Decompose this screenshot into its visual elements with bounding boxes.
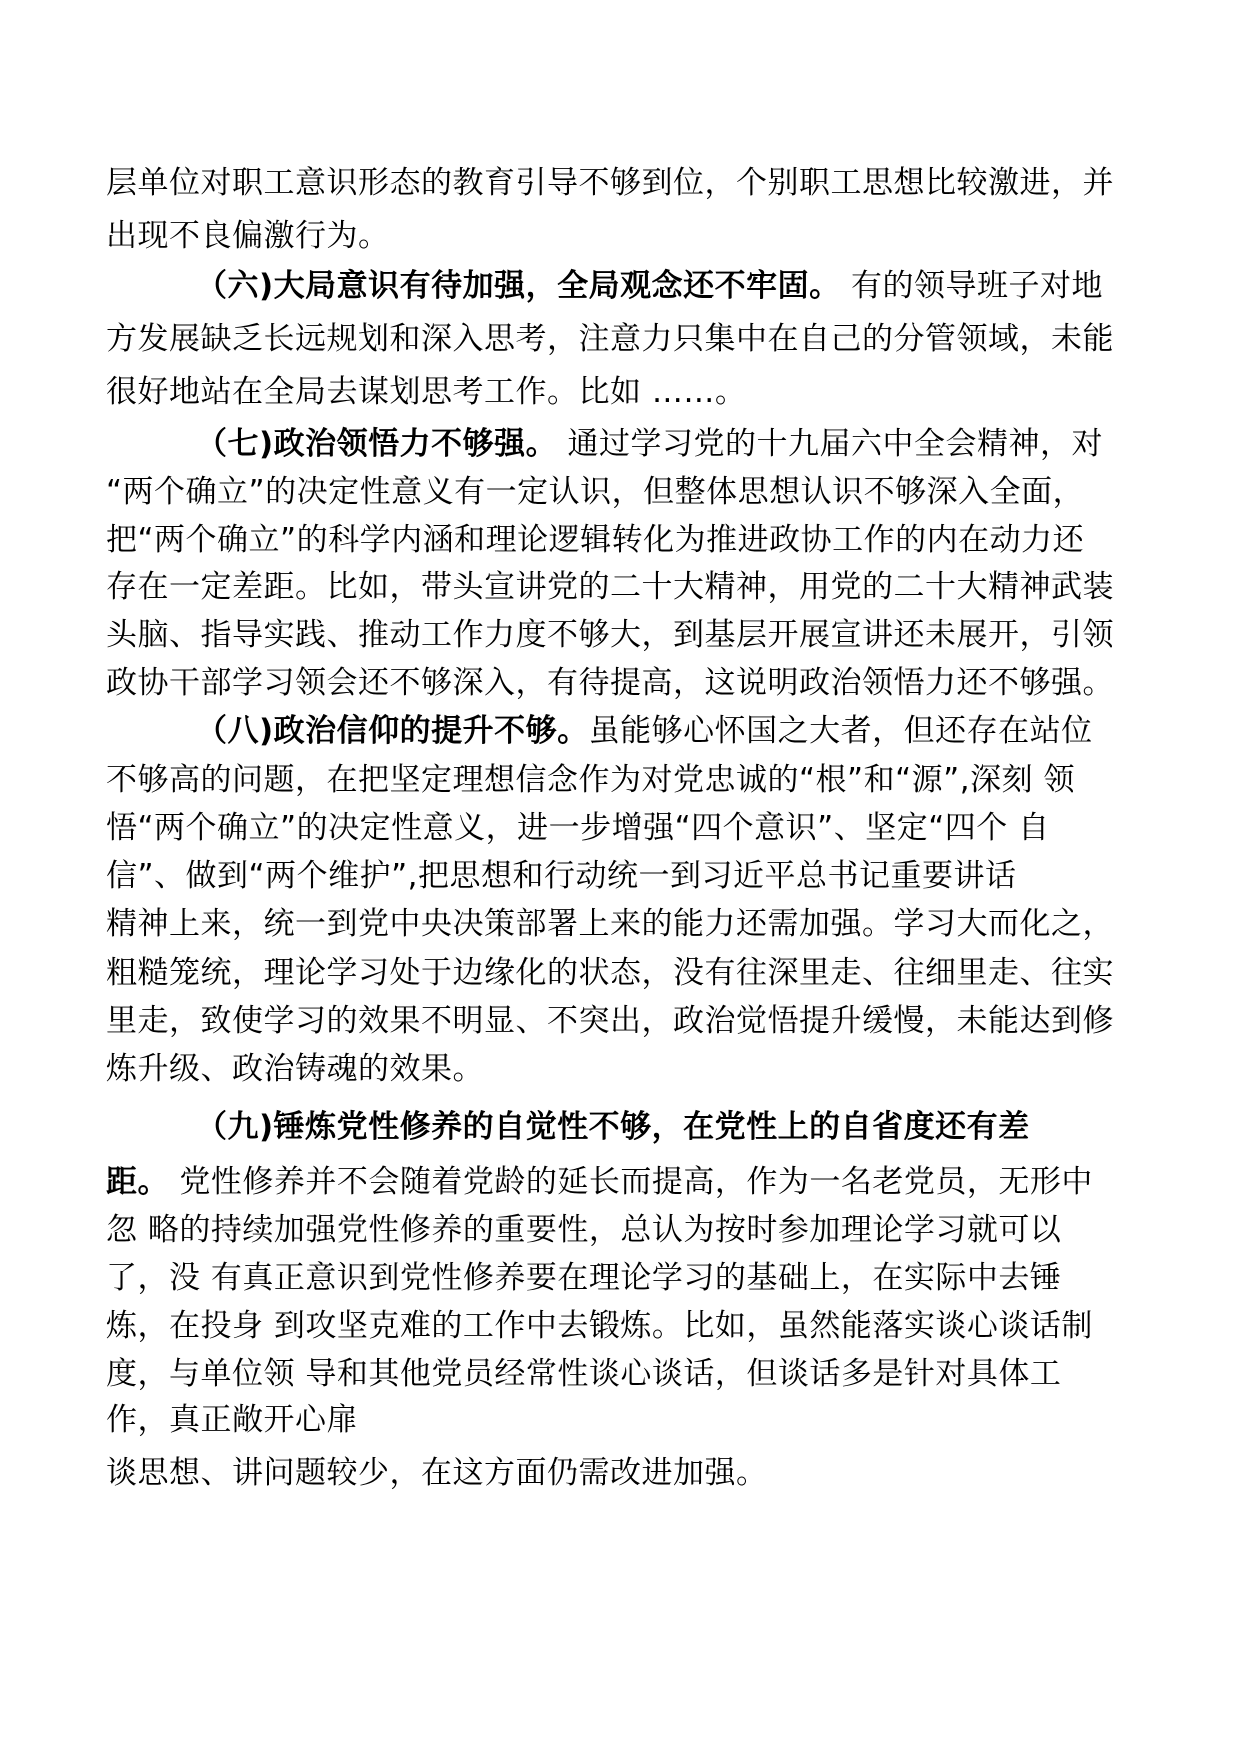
section-heading-line bbox=[196, 266, 1103, 306]
text-line bbox=[106, 1210, 1061, 1250]
text-line bbox=[106, 663, 1114, 703]
text-line bbox=[106, 520, 1084, 560]
text-line bbox=[106, 372, 746, 412]
section-heading-line bbox=[196, 424, 1103, 464]
line-text: 度，与单位领 导和其他党员经常性谈心谈话，但谈话多是针对具体工 bbox=[106, 1356, 1062, 1392]
line-text: 有的领导班子对地 bbox=[840, 268, 1104, 304]
section-heading: （八)政治信仰的提升不够。 bbox=[196, 713, 589, 749]
text-line bbox=[106, 163, 1114, 203]
text-line bbox=[106, 904, 1114, 944]
text-line bbox=[106, 1258, 1061, 1298]
text-line bbox=[106, 216, 390, 256]
line-text: 很好地站在全局去谋划思考工作。比如 ……。 bbox=[106, 374, 747, 410]
text-line bbox=[106, 1354, 1061, 1394]
line-text: 精神上来，统一到党中央决策部署上来的能力还需加强。学习大而化之， bbox=[106, 906, 1114, 942]
line-text: 悟“两个确立”的决定性意义，进一步增强“四个意识”、坚定“四个 自 bbox=[106, 810, 1050, 846]
line-text: 把“两个确立”的科学内涵和理论逻辑转化为推进政协工作的内在动力还 bbox=[106, 522, 1085, 558]
line-text: 了，没 有真正意识到党性修养要在理论学习的基础上，在实际中去锤 bbox=[106, 1260, 1062, 1296]
text-line bbox=[106, 1306, 1093, 1346]
line-text: 谈思想、讲问题较少，在这方面仍需改进加强。 bbox=[106, 1455, 768, 1491]
section-heading: （六)大局意识有待加强，全局观念还不牢固。 bbox=[196, 268, 841, 304]
text-line bbox=[106, 760, 1075, 800]
text-line bbox=[106, 856, 1017, 896]
line-text: 炼，在投身 到攻坚克难的工作中去锻炼。比如，虽然能落实谈心谈话制 bbox=[106, 1308, 1093, 1344]
line-text: 虽能够心怀国之大者，但还存在站位 bbox=[588, 713, 1093, 749]
line-text: 炼升级、政治铸魂的效果。 bbox=[106, 1051, 484, 1087]
line-text: 通过学习党的十九届六中全会精神，对 bbox=[557, 426, 1104, 462]
line-text: 党性修养并不会随着党龄的延长而提高，作为一名老党员，无形中 bbox=[169, 1164, 1093, 1200]
line-text: 不够高的问题，在把坚定理想信念作为对党忠诚的“根”和“源”,深刻 领 bbox=[106, 762, 1075, 798]
line-text: 出现不良偏激行为。 bbox=[106, 218, 390, 254]
line-text: 忽 略的持续加强党性修养的重要性，总认为按时参加理论学习就可以 bbox=[106, 1212, 1062, 1248]
text-line bbox=[106, 472, 1084, 512]
line-text: “两个确立”的决定性意义有一定认识，但整体思想认识不够深入全面， bbox=[106, 474, 1085, 510]
section-heading: （九)锤炼党性修养的自觉性不够，在党性上的自省度还有差 bbox=[196, 1109, 1030, 1145]
section-heading-line bbox=[196, 1107, 1030, 1147]
section-heading: （七)政治领悟力不够强。 bbox=[196, 426, 558, 462]
text-line bbox=[106, 1453, 768, 1493]
section-heading-continued: 距。 bbox=[106, 1164, 169, 1200]
text-line bbox=[106, 953, 1114, 993]
line-text: 粗糙笼统，理论学习处于边缘化的状态，没有往深里走、往细里走、往实 bbox=[106, 955, 1114, 991]
text-line bbox=[106, 319, 1114, 359]
line-text: 政协干部学习领会还不够深入，有待提高，这说明政治领悟力还不够强。 bbox=[106, 665, 1114, 701]
text-line bbox=[106, 615, 1114, 655]
text-line bbox=[106, 1001, 1114, 1041]
text-line bbox=[106, 1400, 358, 1440]
line-text: 信”、做到“两个维护”,把思想和行动统一到习近平总书记重要讲话 bbox=[106, 858, 1017, 894]
text-line bbox=[106, 1162, 1093, 1202]
text-line bbox=[106, 567, 1114, 607]
text-line bbox=[106, 1049, 484, 1089]
line-text: 作，真正敞开心扉 bbox=[106, 1402, 358, 1438]
section-heading-line bbox=[196, 711, 1093, 751]
line-text: 存在一定差距。比如，带头宣讲党的二十大精神，用党的二十大精神武装 bbox=[106, 569, 1114, 605]
line-text: 头脑、指导实践、推动工作力度不够大，到基层开展宣讲还未展开，引领 bbox=[106, 617, 1114, 653]
text-line bbox=[106, 808, 1050, 848]
line-text: 方发展缺乏长远规划和深入思考，注意力只集中在自己的分管领域，未能 bbox=[106, 321, 1114, 357]
line-text: 里走，致使学习的效果不明显、不突出，政治觉悟提升缓慢，未能达到修 bbox=[106, 1003, 1114, 1039]
line-text: 层单位对职工意识形态的教育引导不够到位，个别职工思想比较激进，并 bbox=[106, 165, 1114, 201]
